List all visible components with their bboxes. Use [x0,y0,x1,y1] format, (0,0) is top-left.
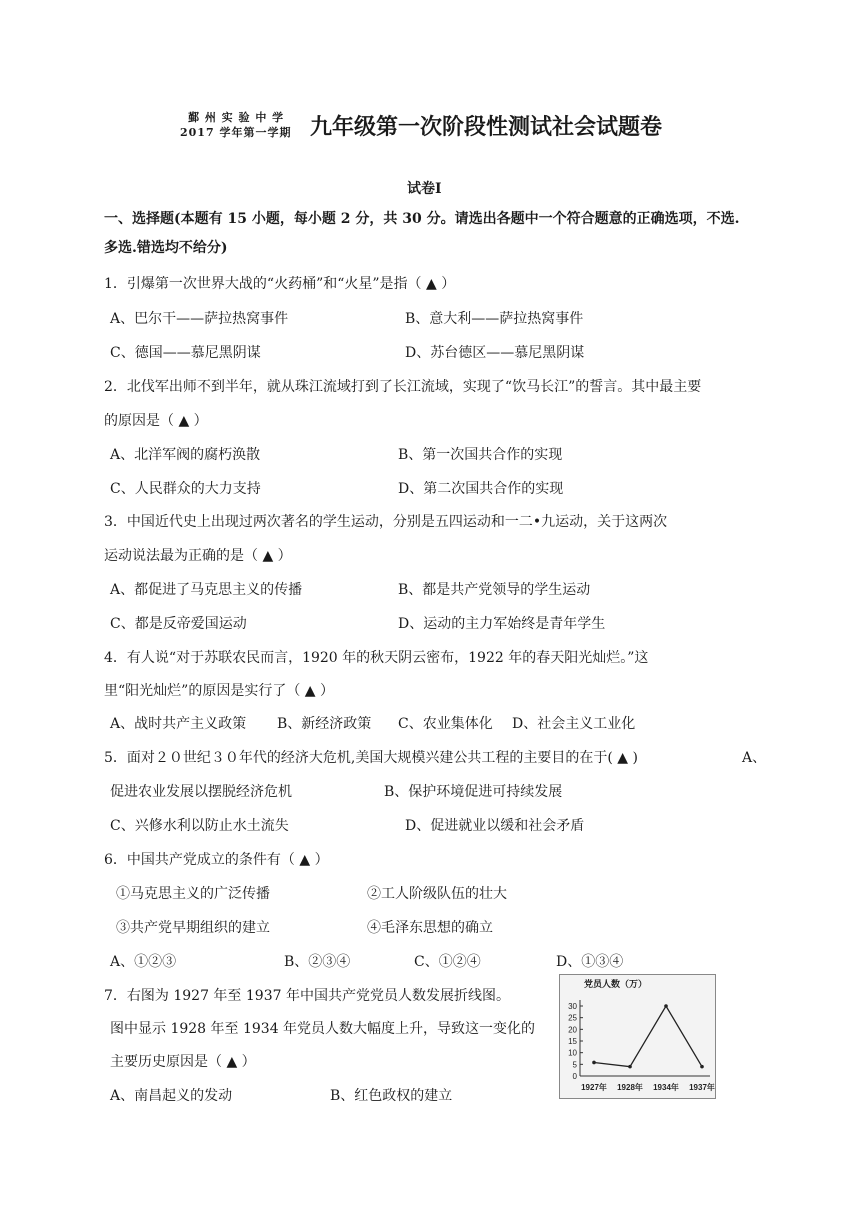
question-3-stem: 3．中国近代史上出现过两次著名的学生运动，分别是五四运动和一二•九运动，关于这两次 [104,514,668,530]
q1-option-c: C、德国——慕尼黑阴谋 [110,345,261,361]
q2-option-a: A、北洋军阀的腐朽涣散 [110,447,261,463]
chart-data-point [628,1065,632,1069]
section-heading-line1: 一、选择题(本题有 15 小题，每小题 2 分，共 30 分。请选出各题中一个符合题意的正确选项，不选. [104,211,740,227]
question-3-stem-cont: 运动说法最为正确的是（ ▲ ） [104,548,292,564]
chart-data-point [592,1061,596,1065]
chart-x-tick-label: 1937年 [689,1083,715,1092]
q5-option-a-label: A、 [742,750,767,766]
q6-item-4: ④毛泽东思想的确立 [367,920,493,936]
q4-option-a: A、战时共产主义政策 [110,716,247,732]
q6-option-c: C、①②④ [414,954,481,970]
chart-data-point [664,1004,668,1008]
q7-option-b: B、红色政权的建立 [330,1088,453,1104]
chart-y-tick-label: 20 [568,1025,577,1035]
chart-x-tick-label: 1927年 [581,1083,607,1092]
chart-ylabel: 党员人数（万） [584,979,648,989]
question-6-stem: 6．中国共产党成立的条件有（ ▲ ） [104,852,329,868]
chart-series-line [594,1006,702,1067]
q2-option-c: C、人民群众的大力支持 [110,481,261,497]
q6-option-a: A、①②③ [110,954,177,970]
q6-item-3: ③共产党早期组织的建立 [116,920,270,936]
chart-y-tick-label: 10 [568,1048,577,1058]
chart-x-tick-label: 1928年 [617,1083,643,1092]
q2-option-b: B、第一次国共合作的实现 [398,447,563,463]
q6-item-2: ②工人阶级队伍的壮大 [367,886,507,902]
question-7-stem-cont2: 主要历史原因是（ ▲ ） [110,1054,256,1070]
q6-option-b: B、②③④ [284,954,351,970]
q4-option-d: D、社会主义工业化 [512,716,636,732]
party-membership-line-chart [559,974,716,1099]
question-7-stem-cont1: 图中显示 1928 年至 1934 年党员人数大幅度上升，导致这一变化的 [110,1021,536,1037]
q7-option-a: A、南昌起义的发动 [110,1088,233,1104]
q2-option-d: D、第二次国共合作的实现 [398,481,564,497]
q6-item-1: ①马克思主义的广泛传播 [116,886,270,902]
chart-data-point [700,1065,704,1069]
q1-option-d: D、苏台德区——慕尼黑阴谋 [405,345,585,361]
chart-y-tick-label: 15 [568,1037,577,1046]
q3-option-d: D、运动的主力军始终是青年学生 [398,616,606,632]
q5-option-a: 促进农业发展以摆脱经济危机 [110,784,292,800]
question-4-stem: 4．有人说“对于苏联农民而言，1920 年的秋天阴云密布，1922 年的春天阳光灿烂。”这 [104,650,649,666]
question-4-stem-cont: 里“阳光灿烂”的原因是实行了（ ▲ ） [104,683,334,699]
page-title: 九年级第一次阶段性测试社会试题卷 [310,114,663,140]
q4-option-b: B、新经济政策 [277,716,372,732]
q5-option-b: B、保护环境促进可持续发展 [384,784,563,800]
paper-label: 试卷Ⅰ [407,181,442,197]
question-5-stem: 5．面对２０世纪３０年代的经济大危机,美国大规模兴建公共工程的主要目的在于( ▲ ) [104,750,638,766]
chart-svg [560,975,715,1098]
q4-option-c: C、农业集体化 [398,716,493,732]
q1-option-a: A、巴尔干——萨拉热窝事件 [110,311,289,327]
q5-option-d: D、促进就业以缓和社会矛盾 [405,818,585,834]
question-2-stem-cont: 的原因是（ ▲ ） [104,413,208,429]
chart-y-tick-label: 5 [572,1060,577,1070]
q3-option-b: B、都是共产党领导的学生运动 [398,582,591,598]
chart-y-tick-label: 30 [568,1002,577,1011]
q5-option-c: C、兴修水利以防止水土流失 [110,818,289,834]
q6-option-d: D、①③④ [556,954,624,970]
school-term: 2017 学年第一学期 [180,126,292,139]
school-name: 鄞 州 实 验 中 学 [188,111,285,124]
chart-y-tick-label: 25 [568,1013,577,1023]
chart-x-tick-label: 1934年 [653,1083,679,1092]
question-7-stem: 7．右图为 1927 年至 1937 年中国共产党党员人数发展折线图。 [104,988,510,1004]
q1-option-b: B、意大利——萨拉热窝事件 [405,311,584,327]
question-1-stem: 1．引爆第一次世界大战的“火药桶”和“火星”是指（ ▲ ） [104,276,456,292]
q3-option-c: C、都是反帝爱国运动 [110,616,247,632]
q3-option-a: A、都促进了马克思主义的传播 [110,582,303,598]
chart-y-tick-label: 0 [572,1072,577,1081]
section-heading-line2: 多选.错选均不给分) [104,240,228,256]
question-2-stem: 2．北伐军出师不到半年，就从珠江流域打到了长江流域，实现了“饮马长江”的誓言。其中最主要 [104,379,702,395]
